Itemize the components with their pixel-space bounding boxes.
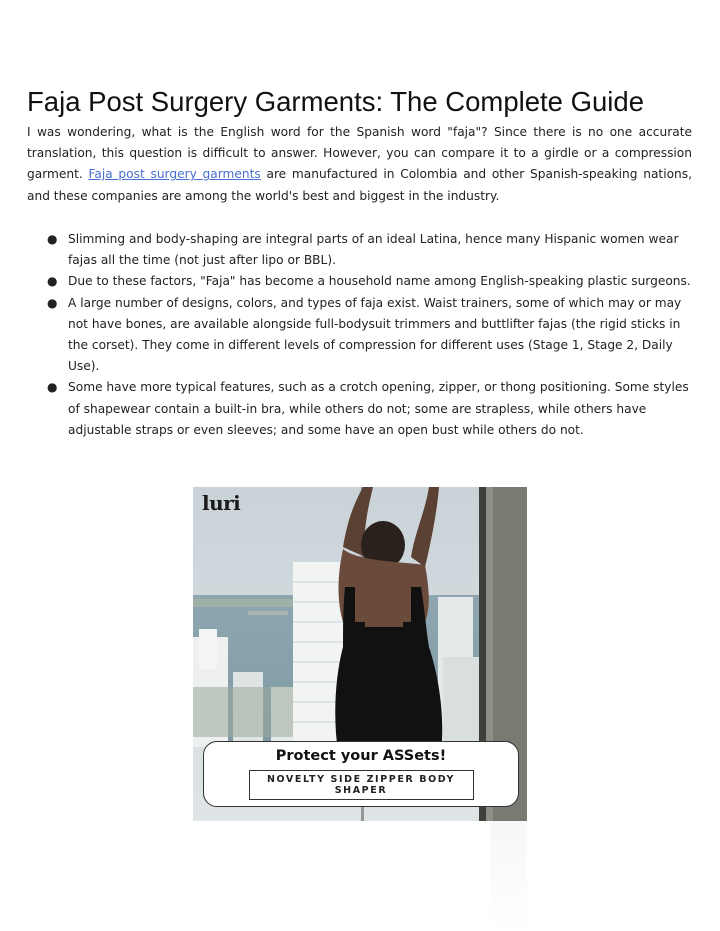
- list-item-text: Due to these factors, "Faja" has become a household name among English-speaking plastic surgeons.: [68, 274, 691, 289]
- list-item-text: Some have more typical features, such as a crotch opening, zipper, or thong positioning. Some styles of shapewear contain a built-in bra, while others do not; some are strapless, while others have adjustable straps or even sleeves; and some have an open bust while others do not.: [68, 380, 689, 437]
- product-photo: [193, 487, 527, 821]
- list-item: [27, 271, 692, 292]
- bullet-icon: ●: [47, 232, 58, 246]
- promo-subline: NOVELTY SIDE ZIPPER BODY SHAPER: [249, 770, 474, 800]
- list-item: [27, 293, 692, 378]
- intro-text-after-link: are manufactured in Colombia and other Spanish-speaking nations, and these companies are among the world's best and biggest in the industry.: [27, 167, 693, 203]
- list-item-text: Slimming and body-shaping are integral parts of an ideal Latina, hence many Hispanic women wear fajas all the time (not just after lipo or BBL).: [68, 232, 679, 268]
- promo-headline: Protect your ASSets!: [275, 748, 447, 764]
- intro-text-before-link: I was wondering, what is the English word for the Spanish word "faja"? Since there is no one accurate translation, this question is difficult to answer. However, you can compare it to a girdle or a compression garment.: [27, 125, 692, 182]
- brand-logo: luri: [202, 491, 241, 515]
- bullet-icon: ●: [47, 380, 58, 395]
- list-item-text: A large number of designs, colors, and types of faja exist. Waist trainers, some of which may or may not have bones, are available alongside full-bodysuit trimmers and buttlifter fajas (the rigid sticks in the corset). They come in different levels of compression for different uses (Stage 1, Stage 2, Daily Use).: [68, 295, 682, 374]
- list-item: [27, 377, 692, 441]
- bullet-icon: ●: [47, 274, 58, 289]
- bullet-list: [27, 229, 692, 441]
- page-title: Faja Post Surgery Garments: The Complete Guide: [27, 86, 644, 117]
- faja-post-surgery-link[interactable]: Faja post surgery garments: [88, 167, 261, 182]
- list-item: [27, 229, 692, 271]
- intro-paragraph: [27, 122, 692, 207]
- image-shadow: [490, 821, 527, 931]
- bullet-icon: ●: [47, 295, 58, 310]
- promo-banner: [203, 741, 519, 807]
